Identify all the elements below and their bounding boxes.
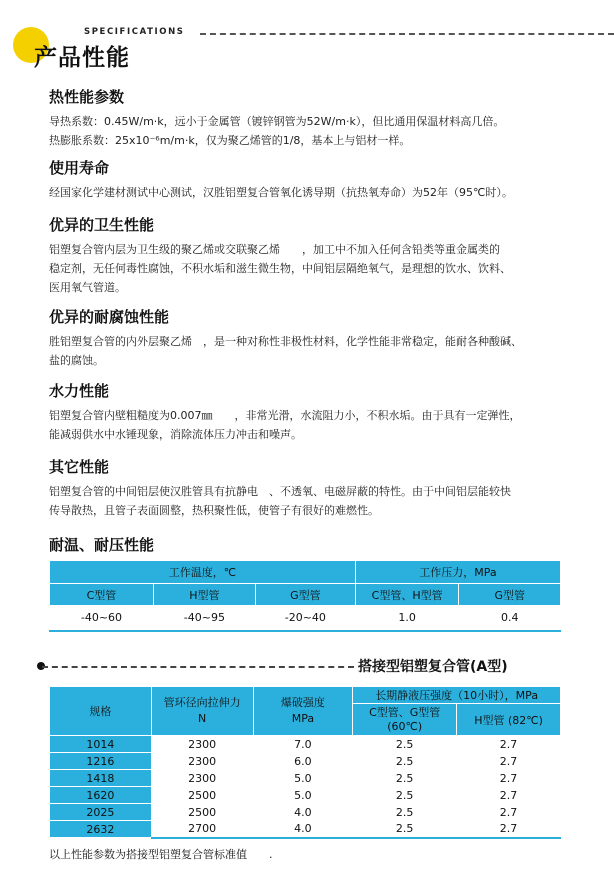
- page-title: 产品性能: [34, 45, 130, 71]
- table-cell: 2.7: [457, 770, 561, 787]
- section-title: 水力性能: [49, 382, 110, 400]
- header-line: 管环径向拉伸力: [163, 696, 241, 709]
- table-cell: 2300: [151, 753, 253, 770]
- section-line: 铝塑复合管内层为卫生级的聚乙烯或交联聚乙烯 ，加工中不加入任何含铅类等重金属类的: [49, 243, 500, 256]
- table-cell: -40~60: [50, 606, 154, 631]
- table-header-cg: [353, 704, 457, 736]
- header-line: MPa: [291, 712, 315, 725]
- table-cell-spec: 1620: [50, 787, 152, 804]
- table-subheader: C型管、H型管: [355, 584, 459, 606]
- section-line: 铝塑复合管的中间铝层使汉胜管具有抗静电 、不透氧、电磁屏蔽的特性。由于中间铝层能较快: [49, 485, 511, 498]
- section-title: 使用寿命: [49, 159, 110, 177]
- section-title: 耐温、耐压性能: [49, 536, 155, 554]
- table-cell: 2.7: [457, 804, 561, 821]
- table-cell: 2.7: [457, 821, 561, 838]
- table-header-spec: 规格: [50, 687, 152, 736]
- section-dashed-line: [42, 666, 354, 668]
- table-cell: 2.5: [353, 804, 457, 821]
- table-cell: 7.0: [253, 736, 353, 753]
- table-cell: 6.0: [253, 753, 353, 770]
- table-cell: 2700: [151, 821, 253, 838]
- table2-subtitle: 搭接型铝塑复合管(A型): [358, 659, 508, 675]
- table-subheader: G型管: [459, 584, 561, 606]
- header-line: 爆破强度: [280, 696, 325, 709]
- table-row: [50, 753, 561, 770]
- table-header-h: H型管 (82℃): [457, 704, 561, 736]
- lap-joint-table: [49, 686, 561, 839]
- table-header-pressure: 工作压力，MPa: [355, 561, 560, 584]
- section-title: 优异的卫生性能: [49, 216, 155, 234]
- header-line: N: [198, 712, 207, 725]
- table-cell-spec: 2025: [50, 804, 152, 821]
- section-hygiene: [49, 214, 589, 297]
- section-line: 医用氧气管道。: [49, 281, 126, 294]
- header-line: (60℃): [387, 719, 423, 733]
- table-cell: 2.5: [353, 787, 457, 804]
- table-cell-spec: 2632: [50, 821, 152, 838]
- section-temp-pressure: [49, 534, 589, 560]
- header-dashed-line: [200, 33, 614, 35]
- table-footnote: 以上性能参数为搭接型铝塑复合管标准值 .: [49, 848, 273, 861]
- table-cell: 2.5: [353, 736, 457, 753]
- table-row: [50, 770, 561, 787]
- table-cell: -20~40: [255, 606, 355, 631]
- table-cell-spec: 1216: [50, 753, 152, 770]
- table-cell: 1.0: [355, 606, 459, 631]
- table-header-burst: [253, 687, 353, 736]
- table-cell-spec: 1014: [50, 736, 152, 753]
- header-line: C型管、G型管: [369, 705, 441, 719]
- table-cell: 2.5: [353, 770, 457, 787]
- section-line: 能减弱供水中水锤现象，消除流体压力冲击和噪声。: [49, 428, 302, 441]
- table-cell: 2300: [151, 770, 253, 787]
- table-subheader: G型管: [255, 584, 355, 606]
- section-title: 热性能参数: [49, 88, 125, 106]
- table-cell: 4.0: [253, 821, 353, 838]
- table-cell: 2.7: [457, 753, 561, 770]
- section-title: 其它性能: [49, 458, 110, 476]
- table-header-longterm: 长期静液压强度（10小时），MPa: [353, 687, 561, 704]
- section-line: 盐的腐蚀。: [49, 354, 104, 367]
- table-row: [50, 821, 561, 838]
- table-cell: 2300: [151, 736, 253, 753]
- table-subheader: C型管: [50, 584, 154, 606]
- specifications-label: SPECIFICATIONS: [84, 27, 185, 37]
- table-cell: 5.0: [253, 770, 353, 787]
- section-line: 传导散热，且管子表面圆整，热积聚性低，使管子有很好的难燃性。: [49, 504, 379, 517]
- table-header-tensile: [151, 687, 253, 736]
- section-hydraulic: [49, 380, 589, 444]
- table-cell: 2500: [151, 804, 253, 821]
- table-cell: 2.5: [353, 753, 457, 770]
- section-line: 胜铝塑复合管的内外层聚乙烯 ，是一种对称性非极性材料，化学性能非常稳定，能耐各种酸碱、: [49, 335, 522, 348]
- section-line: 导热系数：0.45W/m·k，远小于金属管（镀锌钢管为52W/m·k），但比通用保温材料高几倍。: [49, 115, 505, 128]
- section-line: 经国家化学建材测试中心测试，汉胜铝塑复合管氧化诱导期（抗热氧寿命）为52年（95℃时）。: [49, 186, 513, 199]
- table-row: [50, 787, 561, 804]
- table-row: [50, 804, 561, 821]
- table-cell-spec: 1418: [50, 770, 152, 787]
- table-cell: 2.7: [457, 736, 561, 753]
- table-cell: 5.0: [253, 787, 353, 804]
- section-other: [49, 456, 589, 520]
- table-subheader: H型管: [153, 584, 255, 606]
- table-cell: -40~95: [153, 606, 255, 631]
- table-cell: 2.7: [457, 787, 561, 804]
- section-corrosion: [49, 306, 589, 370]
- section-title: 优异的耐腐蚀性能: [49, 308, 170, 326]
- table-cell: 4.0: [253, 804, 353, 821]
- section-line: 稳定剂，无任何毒性腐蚀，不积水垢和滋生微生物，中间铝层隔绝氧气，是理想的饮水、饮料、: [49, 262, 511, 275]
- section-thermal: [49, 86, 589, 150]
- table-header-temperature: 工作温度，℃: [50, 561, 356, 584]
- temp-pressure-table: [49, 560, 561, 632]
- table-cell: 2500: [151, 787, 253, 804]
- table-row: [50, 736, 561, 753]
- table-cell: 2.5: [353, 821, 457, 838]
- section-line: 铝塑复合管内壁粗糙度为0.007㎜ ，非常光滑，水流阻力小，不积水垢。由于具有一定弹性，: [49, 409, 521, 422]
- section-line: 热膨胀系数：25x10⁻⁶m/m·k，仅为聚乙烯管的1/8，基本上与铝材一样。: [49, 134, 411, 147]
- section-lifetime: [49, 157, 589, 202]
- table-cell: 0.4: [459, 606, 561, 631]
